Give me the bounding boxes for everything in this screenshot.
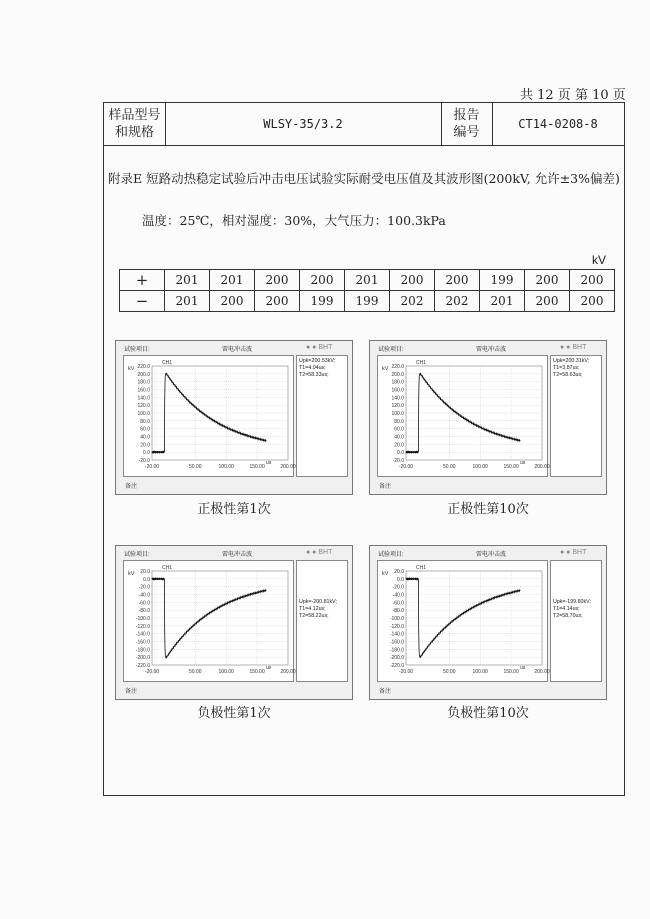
table-row	[120, 291, 615, 312]
y-tick-label: -40.0	[392, 592, 404, 599]
x-tick-label: 50.00	[443, 464, 456, 470]
y-tick-label: -80.0	[392, 608, 404, 615]
x-tick-label: 100.00	[472, 464, 488, 470]
t1-value: T1=3.87us;	[553, 365, 580, 371]
measurement-box	[550, 355, 602, 477]
y-tick-label: -200.0	[135, 655, 150, 662]
scope-caption: 负极性第1次	[197, 706, 271, 721]
y-tick-label: 160.0	[391, 387, 404, 394]
voltage-table	[119, 269, 615, 312]
y-tick-label: 160.0	[137, 387, 150, 394]
t2-value: T2=58.70us;	[553, 613, 583, 619]
report-number-label: 报告 编号	[441, 103, 493, 145]
y-tick-label: 100.0	[137, 411, 150, 417]
mode-label: 雷电冲击波	[476, 347, 507, 353]
y-tick-label: -220.0	[389, 663, 404, 669]
appendix-title: 附录E 短路动热稳定试验后冲击电压试验实际耐受电压值及其波形图(200kV, 允许±3%偏差)	[108, 171, 620, 186]
y-tick-label: 180.0	[391, 379, 404, 386]
measurement-box	[296, 560, 348, 682]
oscilloscope-panel	[115, 340, 353, 495]
y-tick-label: -160.0	[135, 639, 150, 646]
waveform-plot	[123, 355, 294, 477]
polarity-sign: −	[120, 291, 165, 312]
x-tick-label: 200.00	[534, 669, 550, 675]
x-tick-label: 50.00	[443, 669, 456, 675]
y-unit-label: kV	[128, 571, 135, 577]
y-tick-label: -180.0	[135, 647, 150, 654]
scope-titlebar	[370, 341, 606, 354]
y-tick-label: -60.0	[392, 600, 404, 607]
t2-value: T2=58.33us;	[299, 372, 329, 378]
t1-value: T1=4.12us;	[299, 606, 326, 612]
y-tick-label: -20.0	[392, 584, 404, 591]
x-tick-label: 150.00	[503, 669, 519, 675]
note-label: 备注	[379, 689, 392, 695]
y-tick-label: 120.0	[391, 403, 404, 410]
table-cell: 200	[525, 270, 570, 291]
y-tick-label: -160.0	[389, 639, 404, 646]
x-unit-label: us	[520, 460, 526, 466]
x-tick-label: 100.00	[472, 669, 488, 675]
mode-label: 雷电冲击波	[222, 347, 253, 353]
y-tick-label: 40.0	[140, 434, 150, 441]
table-cell: 201	[165, 291, 210, 312]
y-tick-label: -60.0	[138, 600, 150, 607]
waveform-line	[406, 578, 520, 658]
y-tick-label: 200.0	[391, 371, 404, 378]
y-tick-label: -100.0	[135, 616, 150, 622]
waveform-plot	[377, 560, 548, 682]
x-tick-label: -20.00	[144, 669, 160, 675]
y-tick-label: 0.0	[143, 576, 150, 583]
scope-titlebar	[116, 546, 352, 559]
table-cell: 201	[480, 291, 525, 312]
table-cell: 200	[300, 270, 345, 291]
table-cell: 199	[480, 270, 525, 291]
channel-label: CH1	[416, 565, 427, 571]
x-unit-label: us	[266, 460, 272, 466]
x-tick-label: 150.00	[249, 669, 265, 675]
status-indicator: ● ● BHT	[560, 344, 587, 351]
y-tick-label: -120.0	[135, 623, 150, 630]
model-label: 样品型号 和规格	[104, 103, 166, 145]
y-tick-label: 0.0	[397, 450, 404, 457]
test-item-label: 试验项目:	[378, 347, 404, 353]
mode-label: 雷电冲击波	[476, 552, 507, 558]
table-cell: 200	[570, 291, 615, 312]
page-number: 共 12 页 第 10 页	[520, 88, 626, 103]
measurement-box	[550, 560, 602, 682]
channel-label: CH1	[416, 360, 427, 366]
x-tick-label: 150.00	[249, 464, 265, 470]
test-item-label: 试验项目:	[124, 347, 150, 353]
y-tick-label: -140.0	[389, 631, 404, 638]
oscilloscope-panel	[369, 545, 607, 700]
oscilloscope-panel	[369, 340, 607, 495]
x-unit-label: us	[266, 665, 272, 671]
scope-titlebar	[116, 341, 352, 354]
t2-value: T2=58.63us;	[553, 372, 583, 378]
table-cell: 201	[210, 270, 255, 291]
y-tick-label: -40.0	[138, 592, 150, 599]
table-cell: 199	[345, 291, 390, 312]
scope-caption: 正极性第10次	[447, 502, 529, 517]
waveform-line	[152, 578, 266, 658]
x-tick-label: 50.00	[189, 464, 202, 470]
measurement-box	[296, 355, 348, 477]
table-row	[120, 270, 615, 291]
y-tick-label: -120.0	[389, 623, 404, 630]
x-tick-label: -20.00	[144, 464, 160, 470]
y-tick-label: 20.0	[394, 442, 404, 449]
test-item-label: 试验项目:	[124, 552, 150, 558]
test-item-label: 试验项目:	[378, 552, 404, 558]
oscilloscope-panel	[115, 545, 353, 700]
note-label: 备注	[125, 484, 138, 490]
y-tick-label: 80.0	[140, 418, 150, 425]
y-tick-label: -220.0	[135, 663, 150, 669]
y-tick-label: 40.0	[394, 434, 404, 441]
y-tick-label: 20.0	[140, 569, 150, 575]
scope-caption: 负极性第10次	[447, 706, 529, 721]
y-tick-label: 20.0	[394, 569, 404, 575]
x-tick-label: 100.00	[218, 669, 234, 675]
table-cell: 202	[435, 291, 480, 312]
y-tick-label: -140.0	[135, 631, 150, 638]
table-cell: 200	[255, 270, 300, 291]
model-value: WLSY-35/3.2	[165, 103, 442, 145]
status-indicator: ● ● BHT	[306, 344, 333, 351]
y-tick-label: 140.0	[391, 395, 404, 402]
t1-value: T1=4.14us;	[553, 606, 580, 612]
table-cell: 200	[435, 270, 480, 291]
y-tick-label: 100.0	[391, 411, 404, 417]
table-cell: 200	[210, 291, 255, 312]
y-tick-label: -180.0	[389, 647, 404, 654]
x-unit-label: us	[520, 665, 526, 671]
test-conditions: 温度：25℃，相对湿度：30%，大气压力：100.3kPa	[142, 213, 446, 228]
polarity-sign: +	[120, 270, 165, 291]
channel-label: CH1	[162, 360, 173, 366]
waveform-plot	[377, 355, 548, 477]
status-indicator: ● ● BHT	[306, 549, 333, 556]
peak-value: Upk=200.53kV;	[299, 358, 336, 364]
waveform-line	[152, 373, 266, 453]
x-tick-label: 100.00	[218, 464, 234, 470]
y-tick-label: -20.0	[138, 584, 150, 591]
table-unit: kV	[592, 253, 607, 267]
y-tick-label: 140.0	[137, 395, 150, 402]
x-tick-label: 50.00	[189, 669, 202, 675]
x-tick-label: 150.00	[503, 464, 519, 470]
scope-caption: 正极性第1次	[197, 502, 271, 517]
table-cell: 201	[345, 270, 390, 291]
table-cell: 200	[390, 270, 435, 291]
waveform-line	[406, 373, 520, 453]
y-tick-label: 0.0	[397, 576, 404, 583]
mode-label: 雷电冲击波	[222, 552, 253, 558]
y-tick-label: 0.0	[143, 450, 150, 457]
report-number-value: CT14-0208-8	[518, 116, 598, 131]
peak-value: Upk=-200.81kV;	[299, 599, 337, 605]
note-label: 备注	[125, 689, 138, 695]
y-tick-label: 180.0	[137, 379, 150, 386]
x-tick-label: 200.00	[280, 669, 296, 675]
table-cell: 200	[255, 291, 300, 312]
y-tick-label: 220.0	[391, 364, 404, 370]
table-cell: 201	[165, 270, 210, 291]
report-header	[104, 103, 624, 146]
t2-value: T2=58.22us;	[299, 613, 329, 619]
peak-value: Upk=-199.60kV;	[553, 599, 591, 605]
x-tick-label: 200.00	[280, 464, 296, 470]
y-tick-label: -100.0	[389, 616, 404, 622]
table-cell: 200	[525, 291, 570, 312]
note-label: 备注	[379, 484, 392, 490]
y-unit-label: kV	[382, 366, 389, 372]
table-cell: 200	[570, 270, 615, 291]
y-tick-label: 60.0	[394, 426, 404, 433]
peak-value: Upk=200.31kV;	[553, 358, 590, 364]
t1-value: T1=4.04us;	[299, 365, 326, 371]
waveform-plot	[123, 560, 294, 682]
x-tick-label: -20.00	[398, 669, 414, 675]
table-cell: 202	[390, 291, 435, 312]
y-unit-label: kV	[382, 571, 389, 577]
y-tick-label: -200.0	[389, 655, 404, 662]
x-tick-label: -20.00	[398, 464, 414, 470]
y-tick-label: 20.0	[140, 442, 150, 449]
table-cell: 199	[300, 291, 345, 312]
y-tick-label: -20.0	[138, 458, 150, 464]
y-tick-label: -80.0	[138, 608, 150, 615]
y-tick-label: -20.0	[392, 458, 404, 464]
y-tick-label: 200.0	[137, 371, 150, 378]
y-tick-label: 120.0	[137, 403, 150, 410]
y-tick-label: 220.0	[137, 364, 150, 370]
status-indicator: ● ● BHT	[560, 549, 587, 556]
x-tick-label: 200.00	[534, 464, 550, 470]
scope-titlebar	[370, 546, 606, 559]
y-unit-label: kV	[128, 366, 135, 372]
channel-label: CH1	[162, 565, 173, 571]
y-tick-label: 60.0	[140, 426, 150, 433]
y-tick-label: 80.0	[394, 418, 404, 425]
